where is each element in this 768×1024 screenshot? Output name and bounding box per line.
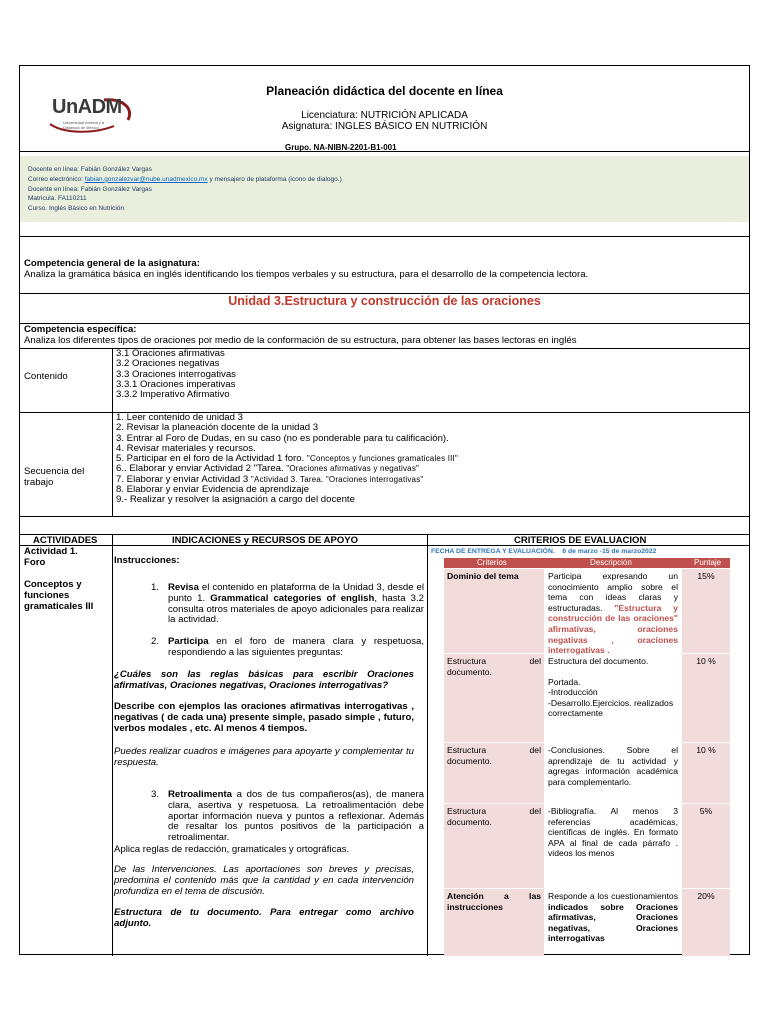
step-3-verb: Retroalimenta xyxy=(168,789,232,800)
document-header xyxy=(20,66,749,152)
cg-label: Competencia general de la asignatura: xyxy=(24,258,200,269)
criterio: Atención a las instrucciones xyxy=(444,889,544,956)
list-item: 3.3 Oraciones interrogativas xyxy=(116,368,236,380)
actividad-topic: Conceptos y funciones gramaticales III xyxy=(24,579,94,612)
step-2-verb: Participa xyxy=(168,636,209,647)
list-item: 3.3.2 Imperativo Afirmativo xyxy=(116,389,230,401)
col-indicaciones: INDICACIONES y RECURSOS DE APOYO xyxy=(172,535,358,546)
descripcion-text: -Desarrollo.Ejercicios. realizados correctamente xyxy=(548,697,674,719)
step-1 xyxy=(168,583,424,626)
spacer-row xyxy=(20,517,749,535)
table-row xyxy=(444,569,730,656)
contenido-list xyxy=(116,349,236,400)
list-item: 3.3.1 Oraciones imperativas xyxy=(116,378,236,390)
item-text: 5. Participar en el foro de la Actividad 1 foro. xyxy=(116,453,307,465)
item-extra: "Oraciones afirmativas y negativas" xyxy=(286,464,420,474)
step-2-text: en el foro de manera clara y respetuosa, respondiendo a las siguientes preguntas: xyxy=(168,636,424,658)
criterio: Estructura del documento. xyxy=(444,654,544,742)
descripcion xyxy=(545,569,681,656)
step-3-text: a dos de tus compañeros(as), de manera clara, asertiva y respetuosa. La retroalimentación debe aportar información nueva y puntos a reflexionar. Además de resaltar los puntos positivos de la participación a retroalimentar. xyxy=(168,789,424,844)
contenido-row xyxy=(20,349,749,413)
col-descripcion-label: Descripción xyxy=(590,558,632,567)
teacher-email-line xyxy=(28,175,741,185)
step-2 xyxy=(168,637,424,659)
step-1-topic: Grammatical categories of english xyxy=(210,592,375,604)
estructura-documento: Estructura de tu documento. Para entregar como archivo adjunto. xyxy=(114,907,414,929)
descripcion xyxy=(545,654,681,742)
descripcion-text: Participa expresando un conocimiento amplio sobre el tema con ideas claras y estructuradas. xyxy=(548,571,678,613)
item-extra: "Actividad 3. Tarea. "Oraciones interrogativas" xyxy=(250,474,424,484)
fecha-entrega xyxy=(431,548,656,555)
secuencia-label-2: trabajo xyxy=(24,477,54,488)
teacher-line: Matricula. FA110211 xyxy=(28,195,87,203)
activities-header xyxy=(20,535,749,546)
descripcion-bold: indicados sobre Oraciones afirmativas, Oraciones negativas, Oraciones interrogativas xyxy=(548,901,678,944)
competencia-especifica xyxy=(20,324,749,349)
email-label: Correo electrónico: xyxy=(28,175,85,183)
licenciatura: Licenciatura: NUTRICIÓN APLICADA xyxy=(301,110,468,121)
secuencia-label-1: Secuencia del xyxy=(24,466,85,477)
ce-text: Analiza los diferentes tipos de oraciones por medio de la conformación de su estructura, para obtener las bases lectoras en inglés xyxy=(24,335,577,346)
teacher-line: Docente en línea: Fabián González Vargas xyxy=(28,185,152,193)
teacher-line: Curso. Inglés Básico en Nutrición xyxy=(28,205,125,213)
cg-text: Analiza la gramática básica en inglés identificando los tiempos verbales y su estructura, para el desarrollo de la competencia lectora. xyxy=(24,269,589,280)
contenido-label: Contenido xyxy=(24,371,68,382)
grupo: Grupo. NA-NIBN-2201-B1-001 xyxy=(285,143,397,152)
step-3 xyxy=(168,790,424,844)
descripcion xyxy=(545,889,681,956)
ce-label: Competencia específica: xyxy=(24,324,137,335)
col-criterios-label: Criterios xyxy=(477,558,507,567)
fecha-label: FECHA DE ENTREGA Y EVALUACIÓN. xyxy=(431,548,555,555)
actividad-name: Actividad 1. Foro xyxy=(24,546,78,568)
table-row xyxy=(444,889,730,956)
list-item: 3.1 Oraciones afirmativas xyxy=(116,348,225,359)
intervenciones: De las Intervenciones. Las aportaciones son breves y precisas, predomina el contenido más que la cantidad y en cada intervención profundiza en el tema de discusión. xyxy=(114,864,414,897)
page-title: Planeación didáctica del docente en línea xyxy=(266,84,503,98)
list-item: 8. Elaborar y enviar Evidencia de aprendizaje xyxy=(116,484,310,496)
puntaje: 20% xyxy=(682,889,730,956)
aplica-reglas: Aplica reglas de redacción, gramaticales y ortográficas. xyxy=(114,844,350,855)
criterio: Estructura del documento. xyxy=(444,743,544,803)
descripcion-text: Responde a los cuestionamientos xyxy=(548,891,678,901)
asignatura: Asignatura: INGLES BÁSICO EN NUTRICIÓN xyxy=(281,121,488,132)
list-item: 4. Revisar materiales y recursos. xyxy=(116,442,256,454)
descripcion: -Bibliografía. Al menos 3 referencias académicas, científicas de inglés. En formato APA al final de cada párrafo . videos los menos xyxy=(548,806,678,859)
col-puntaje-label: Puntaje xyxy=(694,558,722,567)
descripcion-text: Estructura del documento. xyxy=(548,656,649,666)
activities-body xyxy=(20,546,749,956)
puntaje: 10 % xyxy=(682,743,730,803)
criterio: Estructura del documento. xyxy=(444,804,544,888)
step-number: 2. xyxy=(151,636,160,647)
list-item: 3.2 Oraciones negativas xyxy=(116,358,220,370)
criterio: Dominio del tema xyxy=(444,569,544,653)
list-item: 9.- Realizar y resolver la asignación a cargo del docente xyxy=(116,494,355,506)
unidad-title: Unidad 3.Estructura y construcción de las oraciones xyxy=(20,294,749,324)
list-item: 3. Entrar al Foro de Dudas, en su caso (no es ponderable para tu calificación). xyxy=(116,432,449,444)
item-text: 7. Elaborar y enviar Actividad 3 xyxy=(116,473,251,485)
step-1-text-b: , hasta 3.2 consulta otros materiales de apoyo adicionales para realizar la actividad. xyxy=(168,592,424,626)
fecha-value: 6 de marzo -15 de marzo2022 xyxy=(562,548,657,555)
table-row xyxy=(444,654,730,742)
question-2: Describe con ejemplos las oraciones afirmativas interrogativas , negativas ( de cada una) presente simple, pasado simple , futuro, verbos modales , etc. Al menos 4 tiempos. xyxy=(114,701,414,734)
item-extra: "Conceptos y funciones gramaticales III" xyxy=(306,454,459,464)
teacher-info xyxy=(20,153,749,237)
step-number: 1. xyxy=(151,582,160,593)
teacher-line: Docente en línea: Fabián González Vargas xyxy=(28,166,152,173)
puntaje: 5% xyxy=(682,804,730,888)
teacher-email-link[interactable]: fabian.gonzalezvar@nube.unadmexico.mx xyxy=(84,175,208,183)
puntaje: 15% xyxy=(682,569,730,653)
descripcion-text: -Introducción xyxy=(548,687,598,698)
descripcion-highlight: "Estructura y construcción de las oraciones" afirmativas, oraciones negativas , oraciones interrogativas . xyxy=(548,602,678,656)
question-3: Puedes realizar cuadros e imágenes para apoyarte y complementar tu respuesta. xyxy=(114,746,414,768)
step-1-text: el contenido en plataforma de la Unidad 3, desde el punto 1. xyxy=(168,582,424,604)
criterios-header xyxy=(444,558,730,568)
instrucciones-label: Instrucciones: xyxy=(114,555,180,566)
actividad-cell xyxy=(24,546,104,612)
descripcion: -Conclusiones. Sobre el aprendizaje de tu actividad y agregas información académica para complementarlo. xyxy=(548,745,678,787)
puntaje: 10 % xyxy=(682,654,730,742)
logo-subtitle: Universidad Abierta y a Distancia de México xyxy=(63,120,105,130)
competencia-general xyxy=(20,238,749,294)
col-actividades: ACTIVIDADES xyxy=(33,535,98,546)
logo-text: UnADM xyxy=(52,96,122,118)
secuencia-list xyxy=(116,413,458,506)
table-row xyxy=(444,743,730,803)
question-1: ¿Cuáles son las reglas básicas para escribir Oraciones afirmativas, Oraciones negativas, Oraciones interrogativas? xyxy=(114,669,414,691)
step-1-verb: Revisa xyxy=(168,582,199,593)
step-number: 3. xyxy=(151,789,160,800)
table-row xyxy=(444,804,730,888)
document-frame xyxy=(19,65,750,955)
email-note: y mensajero de plataforma (icono de dialogo.) xyxy=(207,175,342,183)
list-item: 2. Revisar la planeación docente de la unidad 3 xyxy=(116,422,319,434)
descripcion-text: Portada. xyxy=(548,676,581,687)
secuencia-label xyxy=(24,466,84,488)
secuencia-row xyxy=(20,413,749,517)
col-criterios: CRITERIOS DE EVALUACION xyxy=(514,535,647,546)
item-text: 6.. Elaborar y enviar Actividad 2 "Tarea. xyxy=(116,463,287,475)
list-item: 1. Leer contenido de unidad 3 xyxy=(116,412,243,423)
